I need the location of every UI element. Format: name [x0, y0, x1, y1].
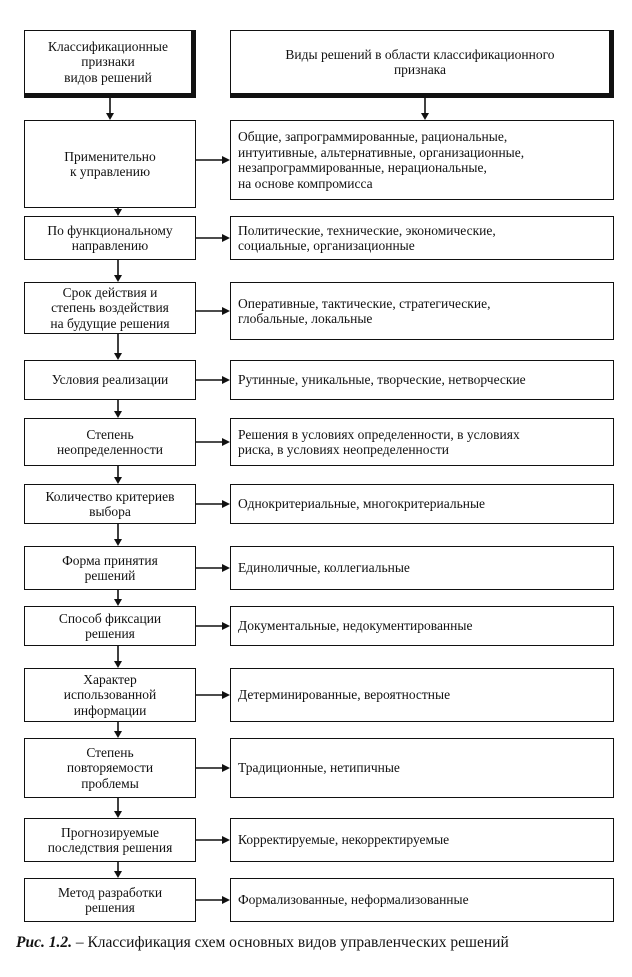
header-criteria-title: Классификационные признаки видов решений	[48, 38, 168, 85]
arrow-head-down	[114, 811, 122, 818]
criterion-label: Применительно к управлению	[64, 148, 156, 179]
criterion-label: По функциональному направлению	[47, 222, 173, 253]
criterion-label: Количество критериев выбора	[45, 488, 175, 519]
arrow-head-right	[222, 564, 230, 572]
arrow-head-down	[114, 661, 122, 668]
decision-types-text: Оперативные, тактические, стратегические, глобальные, локальные	[238, 295, 491, 326]
arrow-head-down	[114, 209, 122, 216]
decision-types-text: Решения в условиях определенности, в условиях риска, в условиях неопределенности	[238, 426, 520, 457]
decision-types-box	[230, 738, 614, 798]
arrow-head-down	[106, 113, 114, 120]
caption-number: Рис. 1.2.	[16, 934, 72, 951]
criterion-label: Форма принятия решений	[62, 552, 158, 583]
criterion-box	[24, 738, 196, 798]
arrow-head-down	[114, 411, 122, 418]
arrow-head-right	[222, 234, 230, 242]
criterion-box	[24, 216, 196, 260]
arrow-head-right	[222, 307, 230, 315]
decision-types-text: Единоличные, коллегиальные	[238, 560, 410, 576]
arrow-head-right	[222, 156, 230, 164]
decision-types-text: Документальные, недокументированные	[238, 618, 473, 634]
decision-types-box	[230, 418, 614, 466]
criterion-box	[24, 360, 196, 400]
criterion-label: Степень неопределенности	[57, 426, 163, 457]
decision-types-box	[230, 120, 614, 200]
arrow-head-right	[222, 500, 230, 508]
arrow-head-down	[114, 275, 122, 282]
arrow-head-right	[222, 622, 230, 630]
arrow-head-down	[114, 731, 122, 738]
criterion-label: Условия реализации	[51, 372, 169, 388]
criterion-box	[24, 120, 196, 208]
criterion-label: Срок действия и степень воздействия на будущие решения	[50, 284, 170, 331]
arrow-head-right	[222, 896, 230, 904]
arrow-head-down	[114, 353, 122, 360]
arrow-head-down	[114, 871, 122, 878]
criterion-box	[24, 878, 196, 922]
criterion-label: Степень повторяемости проблемы	[66, 744, 154, 791]
criterion-label: Метод разработки решения	[57, 884, 163, 915]
decision-types-text: Формализованные, неформализованные	[238, 892, 469, 908]
header-types-box	[230, 30, 614, 98]
arrow-head-down	[421, 113, 429, 120]
criterion-box	[24, 818, 196, 862]
header-criteria-box	[24, 30, 196, 98]
criterion-label: Прогнозируемые последствия решения	[47, 824, 173, 855]
decision-types-box	[230, 360, 614, 400]
arrow-head-right	[222, 438, 230, 446]
caption-text: – Классификация схем основных видов управленческих решений	[71, 934, 509, 951]
decision-types-text: Однокритериальные, многокритериальные	[238, 496, 486, 512]
criterion-label: Способ фиксации решения	[58, 610, 162, 641]
criterion-label: Характер использованной информации	[63, 671, 157, 718]
header-types-title: Виды решений в области классификационного признака	[285, 46, 555, 77]
decision-types-box	[230, 484, 614, 524]
figure-caption	[16, 934, 626, 952]
decision-types-box	[230, 282, 614, 340]
decision-types-box	[230, 546, 614, 590]
arrow-head-right	[222, 836, 230, 844]
criterion-box	[24, 484, 196, 524]
decision-types-text: Общие, запрограммированные, рациональные, интуитивные, альтернативные, организационные, незапрограммированные, нерациональные, на основе компромисса	[238, 129, 525, 191]
decision-types-text: Рутинные, уникальные, творческие, нетворческие	[238, 372, 526, 388]
decision-types-box	[230, 606, 614, 646]
decision-types-text: Детерминированные, вероятностные	[238, 687, 451, 703]
arrow-head-down	[114, 599, 122, 606]
decision-types-box	[230, 668, 614, 722]
decision-types-text: Корректируемые, некорректируемые	[238, 832, 450, 848]
decision-types-text: Политические, технические, экономические, социальные, организационные	[238, 222, 496, 253]
arrow-head-right	[222, 376, 230, 384]
decision-types-box	[230, 878, 614, 922]
criterion-box	[24, 668, 196, 722]
criterion-box	[24, 418, 196, 466]
criterion-box	[24, 546, 196, 590]
arrow-head-right	[222, 764, 230, 772]
criterion-box	[24, 606, 196, 646]
decision-types-box	[230, 818, 614, 862]
arrow-head-down	[114, 477, 122, 484]
decision-types-box	[230, 216, 614, 260]
arrow-head-right	[222, 691, 230, 699]
arrow-head-down	[114, 539, 122, 546]
decision-types-text: Традиционные, нетипичные	[238, 760, 400, 776]
criterion-box	[24, 282, 196, 334]
